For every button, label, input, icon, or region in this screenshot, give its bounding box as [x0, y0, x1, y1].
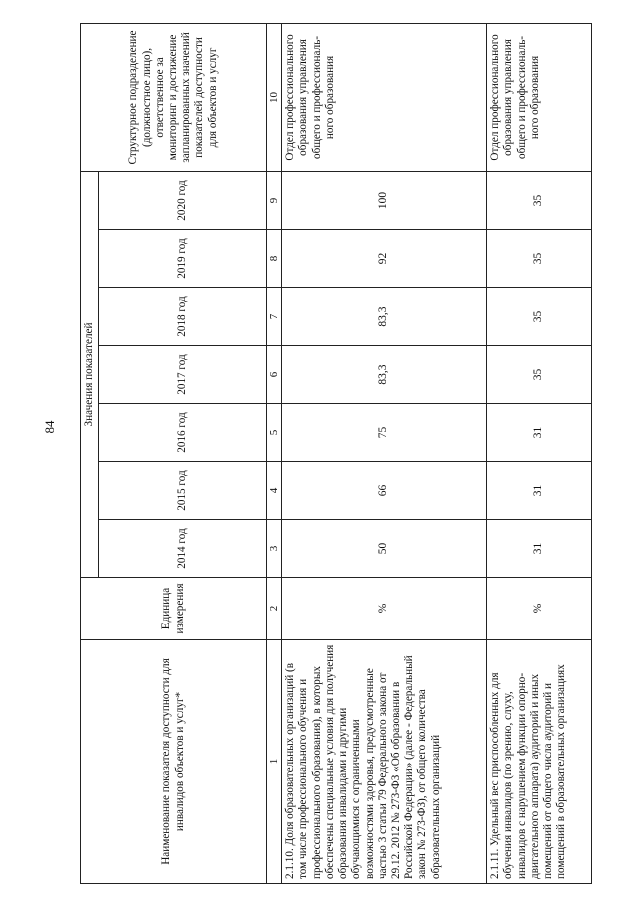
- column-number: 3: [267, 520, 282, 578]
- indicator-value: 31: [487, 404, 592, 462]
- table-row: [282, 23, 487, 883]
- rotated-table-sheet: [80, 24, 592, 884]
- responsible-unit: Отдел профессионального образования управления общего и профессионального образования: [487, 23, 592, 171]
- indicator-value: 83,3: [282, 288, 487, 346]
- column-number-row: [267, 23, 282, 883]
- column-number: 7: [267, 288, 282, 346]
- column-number: 2: [267, 578, 282, 640]
- page-number: 84: [42, 420, 57, 434]
- header-responsible-unit: Структурное подразделение (должностное лицо), ответственное за мониторинг и достижение запланированных значений показателей доступности для объектов и услуг: [81, 23, 267, 171]
- indicator-unit: %: [487, 578, 592, 640]
- column-number: 4: [267, 462, 282, 520]
- indicator-value: 35: [487, 171, 592, 229]
- accessibility-indicators-table: [80, 23, 592, 884]
- header-indicator-name: Наименование показателя доступности для инвалидов объектов и услуг*: [81, 640, 267, 884]
- indicator-name: 2.1.10. Доля образовательных организаций (в том числе профессионального обучения и профессионального образования), в которых обеспечены специальные условия для получения образования инвалидами и другими обучающимися с ограниченными возможностями здоровья, предусмотренные частью 3 статьи 79 Федерального закона от 29.12. 2012 № 273-ФЗ «Об образовании в Российской Федерации» (далее - Федеральный закон № 273-ФЗ), от общего количества образовательных организаций: [282, 640, 487, 884]
- header-year: 2019 год: [99, 230, 267, 288]
- header-indicator-values: Значения показателей: [81, 171, 99, 577]
- column-number: 6: [267, 346, 282, 404]
- indicator-value: 35: [487, 346, 592, 404]
- header-unit: Единица измерения: [81, 578, 267, 640]
- column-number: 9: [267, 171, 282, 229]
- indicator-value: 75: [282, 404, 487, 462]
- indicator-unit: %: [282, 578, 487, 640]
- indicator-value: 83,3: [282, 346, 487, 404]
- responsible-unit: Отдел профессионального образования управления общего и профессионального образования: [282, 23, 487, 171]
- column-number: 5: [267, 404, 282, 462]
- header-year: 2018 год: [99, 288, 267, 346]
- header-row-1: [81, 23, 99, 883]
- indicator-value: 50: [282, 520, 487, 578]
- column-number: 10: [267, 23, 282, 171]
- indicator-value: 35: [487, 288, 592, 346]
- indicator-name: 2.1.11. Удельный вес приспособленных для обучения инвалидов (по зрению, слуху, инвалидов с нарушением функции опорно-двигательного аппарата) аудиторий и иных помещений от общего числа аудиторий и помещений в образовательных организациях: [487, 640, 592, 884]
- column-number: 1: [267, 640, 282, 884]
- header-year: 2017 год: [99, 346, 267, 404]
- indicator-value: 100: [282, 171, 487, 229]
- header-year: 2020 год: [99, 171, 267, 229]
- header-year: 2016 год: [99, 404, 267, 462]
- indicator-value: 92: [282, 230, 487, 288]
- header-year: 2014 год: [99, 520, 267, 578]
- indicator-value: 66: [282, 462, 487, 520]
- indicator-value: 31: [487, 520, 592, 578]
- column-number: 8: [267, 230, 282, 288]
- header-year: 2015 год: [99, 462, 267, 520]
- table-row: [487, 23, 592, 883]
- indicator-value: 35: [487, 230, 592, 288]
- indicator-value: 31: [487, 462, 592, 520]
